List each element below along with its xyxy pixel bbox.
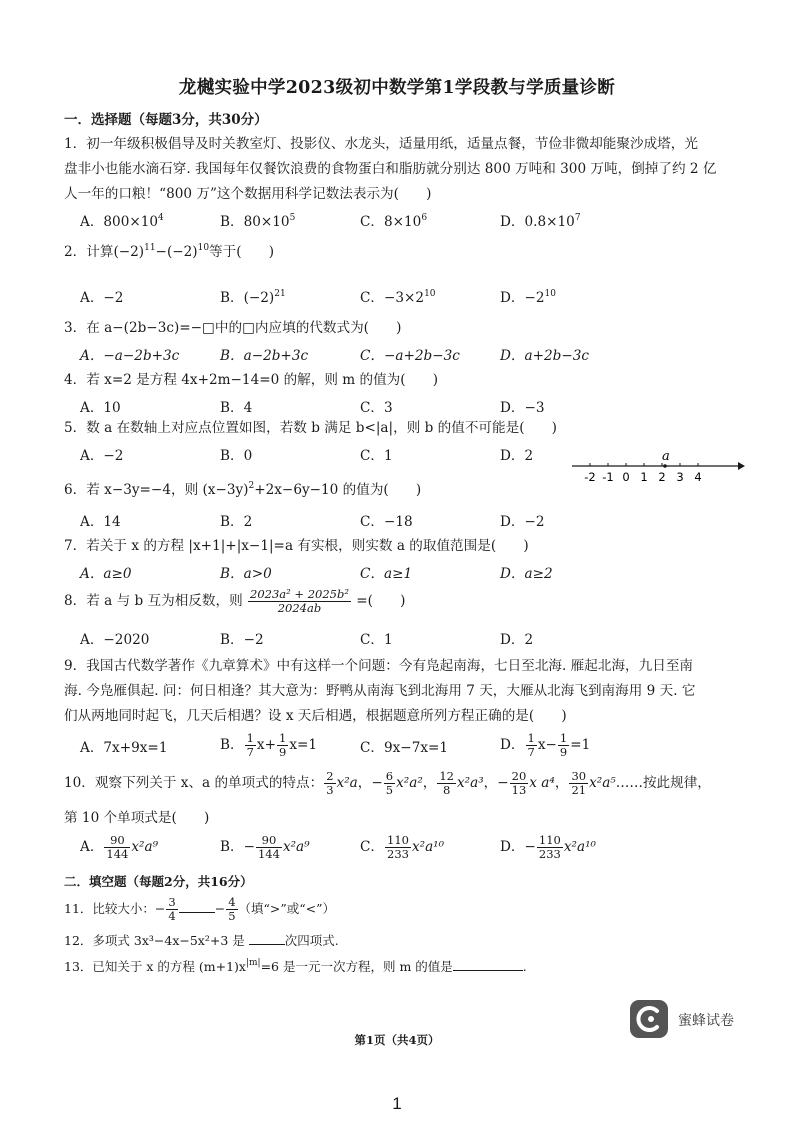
q12-answer-blank[interactable]	[249, 930, 285, 945]
question-10: 10．观察下列关于 x、a 的单项式的特点： $\frac{2}{3}$ x²a，− $\frac{6}{5}$ x²a²， $\frac{12}{8}$ x²a³，− $\frac{20}{13}$ x a⁴， $\frac{30}{21}$ x²a⁵……按此规律，	[64, 769, 711, 797]
option-b[interactable]: B．a−2b+3c	[220, 348, 309, 364]
page-footer: 第1页（共4页）	[354, 1033, 440, 1047]
number-line-tick-label: 1	[640, 470, 648, 484]
option-c[interactable]: C．−18	[360, 514, 413, 530]
number-line-tick-label: 2	[658, 470, 666, 484]
q7-options	[80, 562, 740, 584]
q8-fraction: $\frac{\text{2023a² + 2025b²}}{2024ab}$	[250, 587, 349, 615]
option-b[interactable]: B．−2	[220, 632, 264, 648]
option-b[interactable]: B．a>0	[220, 566, 272, 582]
option-b[interactable]: B．− $\frac{90}{144}$ x²a⁹	[220, 833, 310, 861]
option-a[interactable]: A．14	[80, 514, 121, 530]
option-d[interactable]: D．a+2b−3c	[500, 348, 589, 364]
question-1: 1．初一年级积极倡导及时关教室灯、投影仪、水龙头，适量用纸，适量点餐，节俭非微却能聚沙成塔，光 盘非小也能水滴石穿. 我国每年仅餐饮浪费的食物蛋白和脂肪就分别达 800 万吨和 300 万吨，倒掉了约 2 亿 人一年的口粮！“800 万”这个数据用科学记数法表示为( )	[64, 136, 717, 202]
option-b[interactable]: B．4	[220, 400, 253, 416]
option-d[interactable]: D．2	[500, 632, 534, 648]
q9-options	[80, 732, 740, 762]
option-d[interactable]: D．a≥2	[500, 566, 553, 582]
option-d[interactable]: D．$-2^{10}$	[500, 289, 556, 306]
point-a-marker	[663, 464, 667, 468]
option-b[interactable]: B．2	[220, 514, 253, 530]
option-a[interactable]: A．$800\times 10^4$	[80, 213, 164, 230]
q10-term: ，− $\frac{6}{5}$ x²a²	[357, 769, 423, 797]
q10-term: $\frac{2}{3}$ x²a	[326, 769, 358, 797]
option-d[interactable]: D．− $\frac{110}{233}$ x²a¹⁰	[500, 833, 596, 861]
q4-options	[80, 396, 740, 418]
option-b[interactable]: B．$(-2)^{21}$	[220, 289, 286, 306]
question-11: 11．比较大小：− $\frac{3}{4}$ − $\frac{4}{5}$ （填“>”或“<”）	[64, 895, 336, 923]
number-line-tick-label: 3	[676, 470, 684, 484]
q6-options	[80, 510, 740, 532]
question-13: 13．已知关于 x 的方程 $(m+1)x^{|m|}=6$ 是一元一次方程，则 m 的值是 .	[64, 958, 527, 974]
option-b[interactable]: B． $\frac{1}{7}$ x+ $\frac{1}{9}$ x=1	[220, 731, 318, 759]
question-9: 9．我国古代数学著作《九章算术》中有这样一个问题：今有凫起南海，七日至北海. 雁起北海，九日至南 海. 今凫雁俱起. 问：何日相逢？其大意为：野鸭从南海飞到北海用 7 天，大雁从北海飞到南海用 9 天. 它 们从两地同时起飞，几天后相遇？设 x 天后相遇，根据题意所列方程正确的是( )	[64, 658, 696, 724]
q10-term: ， $\frac{12}{8}$ x²a³	[422, 769, 484, 797]
q10-terms	[323, 769, 616, 797]
question-7: 7．若关于 x 的方程 |x+1|+|x−1|=a 有实根，则实数 a 的取值范围是( )	[64, 538, 529, 554]
option-d[interactable]: D．−3	[500, 400, 545, 416]
question-4: 4．若 x=2 是方程 4x+2m−14=0 的解，则 m 的值为( )	[64, 372, 439, 388]
q1-options	[80, 210, 740, 232]
number-line-tick-label: 0	[622, 470, 630, 484]
option-d[interactable]: D．2	[500, 448, 534, 464]
q3-options	[80, 344, 740, 366]
q10-term: ，− $\frac{20}{13}$ x a⁴	[483, 769, 555, 797]
option-d[interactable]: D．$0.8\times 10^7$	[500, 213, 581, 230]
option-c[interactable]: C．−a+2b−3c	[360, 348, 460, 364]
point-a-label: a	[662, 449, 670, 464]
option-c[interactable]: C．1	[360, 632, 393, 648]
question-3: 3．在 a−(2b−3c)=−□中的□内应填的代数式为( )	[64, 320, 402, 336]
q10-options	[80, 834, 740, 864]
q10-term: ， $\frac{30}{21}$ x²a⁵	[554, 769, 616, 797]
question-5: 5．数 a 在数轴上对应点位置如图，若数 b 满足 b<|a|，则 b 的值不可能是( )	[64, 420, 557, 436]
option-a[interactable]: A．10	[80, 400, 121, 416]
option-c[interactable]: C．9x−7x=1	[360, 740, 449, 756]
brand-name: 蜜蜂试卷	[678, 1012, 734, 1028]
q11-answer-blank[interactable]	[179, 898, 215, 913]
q2-options	[80, 286, 740, 308]
question-8: 8．若 a 与 b 互为相反数，则 $\frac{\text{2023a² + 2025b²}}{2024ab}$ =( )	[64, 587, 406, 615]
question-6: 6．若 x−3y=−4，则 $(x-3y)^2+2x-6y-10$ 的值为( )	[64, 481, 422, 498]
question-12: 12．多项式 3x³−4x−5x²+3 是 次四项式.	[64, 928, 740, 953]
question-10-line2: 第 10 个单项式是( )	[64, 810, 210, 826]
question-2: 2．计算$(-2)^{11}-(-2)^{10}$等于( )	[64, 243, 275, 260]
option-a[interactable]: A．−2	[80, 448, 124, 464]
option-b[interactable]: B．$80\times 10^5$	[220, 213, 296, 230]
option-c[interactable]: C．a≥1	[360, 566, 413, 582]
q5-options	[80, 444, 560, 466]
option-a[interactable]: A．a≥0	[80, 566, 132, 582]
option-c[interactable]: C．$-3\times 2^{10}$	[360, 289, 436, 306]
q8-options	[80, 628, 740, 650]
option-d[interactable]: D． $\frac{1}{7}$ x− $\frac{1}{9}$ =1	[500, 731, 591, 759]
section1-heading: 一．选择题（每题3分，共30分）	[64, 112, 268, 128]
number-line-tick-label: -1	[602, 470, 614, 484]
page-number: 1	[392, 1094, 402, 1113]
number-line-tick-label: 4	[694, 470, 702, 484]
option-a[interactable]: A．−a−2b+3c	[80, 348, 180, 364]
option-c[interactable]: C．$8\times 10^6$	[360, 213, 428, 230]
option-a[interactable]: A．7x+9x=1	[80, 740, 168, 756]
section2-heading: 二．填空题（每题2分，共16分）	[64, 874, 253, 889]
number-line-tick-label: -2	[584, 470, 596, 484]
page-title: 龙樾实验中学2023级初中数学第1学段教与学质量诊断	[178, 78, 616, 98]
option-b[interactable]: B．0	[220, 448, 253, 464]
q13-answer-blank[interactable]	[453, 956, 523, 971]
option-a[interactable]: A．−2020	[80, 632, 150, 648]
option-a[interactable]: A． $\frac{90}{144}$ x²a⁹	[80, 833, 159, 861]
option-c[interactable]: C． $\frac{110}{233}$ x²a¹⁰	[360, 833, 445, 861]
option-d[interactable]: D．−2	[500, 514, 545, 530]
option-c[interactable]: C．1	[360, 448, 393, 464]
option-c[interactable]: C．3	[360, 400, 393, 416]
option-a[interactable]: A．−2	[80, 290, 124, 306]
